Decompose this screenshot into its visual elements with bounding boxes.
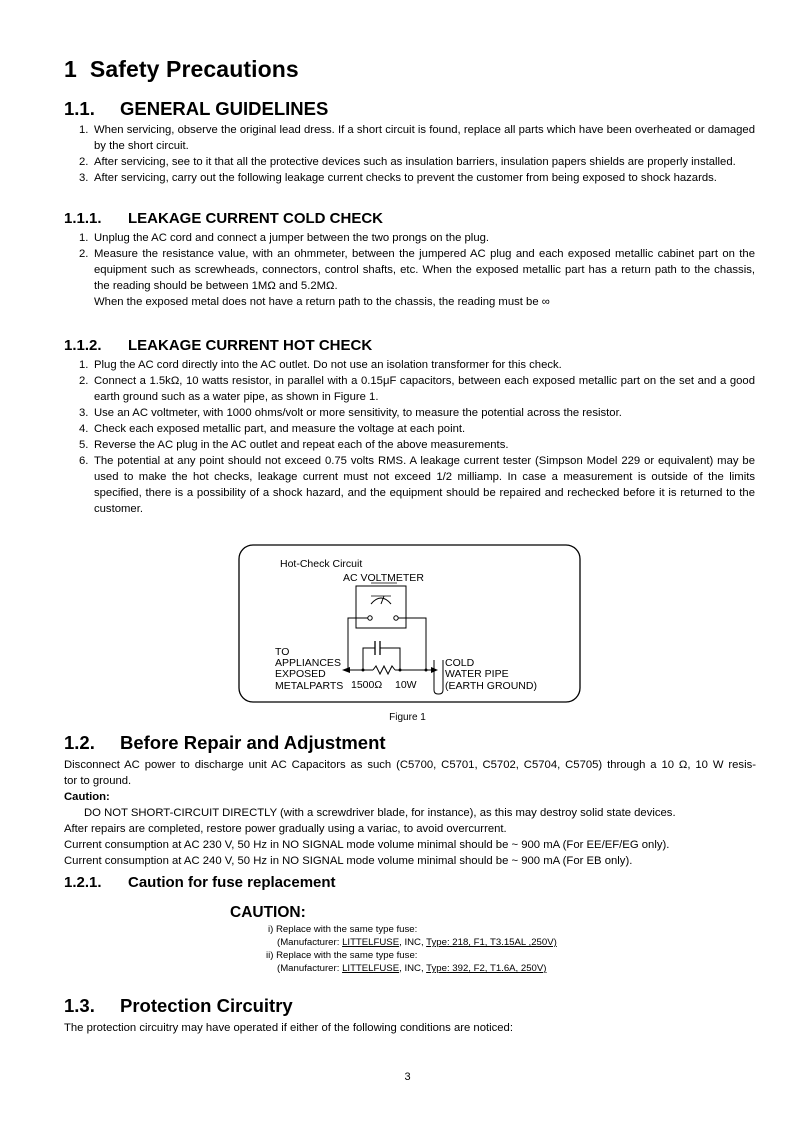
section-fuse-caution-heading: 1.2.1. Caution for fuse replacement xyxy=(64,874,336,891)
section-general-guidelines-heading: 1.1. GENERAL GUIDELINES xyxy=(64,98,329,119)
list-item: 1. When servicing, observe the original lead dress. If a short circuit is found, replace all parts which have been overheated or damaged by the short circuit. xyxy=(79,124,755,152)
right-label-line: COLD xyxy=(445,657,475,669)
list-item: 1. Plug the AC cord directly into the AC outlet. Do not use an isolation transformer for this check. xyxy=(79,359,562,371)
caution-text: DO NOT SHORT-CIRCUIT DIRECTLY (with a screwdriver blade, for instance), as this may destroy solid state devices. xyxy=(84,807,676,819)
resistor-value: 1500Ω xyxy=(351,679,383,691)
paragraph: tor to ground. xyxy=(64,775,132,787)
general-guidelines-list xyxy=(79,122,755,186)
list-item: 2. Measure the resistance value, with an ohmmeter, between the jumpered AC plug and each exposed metallic cabinet part on the equipment such as screwheads, connectors, control shafts, etc. When the exposed metallic part has a return path to the chassis, the reading should be between 1MΩ and 5.2MΩ. xyxy=(79,248,755,292)
section-hot-check-heading: 1.1.2. LEAKAGE CURRENT HOT CHECK xyxy=(64,337,373,354)
hot-check-circuit-diagram xyxy=(238,544,582,704)
left-label-line: APPLIANCES xyxy=(275,657,341,669)
list-item: 5. Reverse the AC plug in the AC outlet and repeat each of the above measurements. xyxy=(79,439,509,451)
title-number: 1 xyxy=(64,56,77,82)
cold-check-list xyxy=(79,230,755,310)
right-label-line: (EARTH GROUND) xyxy=(445,680,537,692)
page-title xyxy=(64,56,299,83)
section-protection-circuitry-heading: 1.3. Protection Circuitry xyxy=(64,995,293,1016)
list-item-continuation: When the exposed metal does not have a return path to the chassis, the reading must be ∞ xyxy=(94,296,550,308)
caution-title: CAUTION: xyxy=(230,904,306,921)
list-item: 6. The potential at any point should not exceed 0.75 volts RMS. A leakage current tester (Simpson Model 229 or equivalent) may be used to make the hot checks, leakage current must not exceed 1/2 milliamp. In case a measurement is outside of the limits specified, there is a possibility of a shock hazard, and the equipment should be repaired and rechecked before it is returned to the customer. xyxy=(79,455,755,515)
list-item: 2. Connect a 1.5kΩ, 10 watts resistor, in parallel with a 0.15μF capacitors, between each exposed metallic part on the set and a good earth ground such as a water pipe, as shown in Figure 1. xyxy=(79,375,755,403)
fuse-spec: (Manufacturer: LITTELFUSE, INC, Type: 218, F1, T3.15AL ,250V) xyxy=(277,937,557,948)
resistor-wattage: 10W xyxy=(395,679,417,691)
voltmeter-label: AC VOLTMETER xyxy=(343,572,424,584)
list-item: 3. Use an AC voltmeter, with 1000 ohms/volt or more sensitivity, to measure the potential across the resistor. xyxy=(79,407,622,419)
list-item: 2. After servicing, see to it that all the protective devices such as insulation barriers, insulation papers shields are properly installed. xyxy=(79,156,736,168)
title-text: Safety Precautions xyxy=(89,56,299,82)
section-cold-check-heading: 1.1.1. LEAKAGE CURRENT COLD CHECK xyxy=(64,210,383,227)
paragraph: Current consumption at AC 240 V, 50 Hz in NO SIGNAL mode volume minimal should be ~ 900 mA (For EB only). xyxy=(64,855,633,867)
list-item: 1. Unplug the AC cord and connect a jumper between the two prongs on the plug. xyxy=(79,232,490,244)
right-label-line: WATER PIPE xyxy=(445,668,509,680)
figure-title: Hot-Check Circuit xyxy=(280,558,363,570)
paragraph: After repairs are completed, restore power gradually using a variac, to avoid overcurrent. xyxy=(64,823,507,835)
list-item: 4. Check each exposed metallic part, and measure the voltage at each point. xyxy=(79,423,466,435)
paragraph: Current consumption at AC 230 V, 50 Hz in NO SIGNAL mode volume minimal should be ~ 900 mA (For EE/EF/EG only). xyxy=(64,839,670,851)
page-number: 3 xyxy=(404,1071,411,1083)
protection-circuitry-body: The protection circuitry may have operated if either of the following conditions are noticed: xyxy=(64,1022,513,1034)
paragraph: Disconnect AC power to discharge unit AC Capacitors as such (C5700, C5701, C5702, C5704, C5705) through a 10 Ω, 10 W resis- xyxy=(64,759,756,771)
resistor-icon xyxy=(373,666,395,674)
fuse-caution-box xyxy=(230,904,557,975)
section-before-repair-heading: 1.2. Before Repair and Adjustment xyxy=(64,732,386,753)
water-pipe-icon xyxy=(434,660,443,694)
caution-label: Caution: xyxy=(64,791,110,803)
left-label-line: TO xyxy=(275,646,290,658)
before-repair-body xyxy=(64,757,756,869)
voltmeter-icon xyxy=(356,586,406,628)
list-item: 3. After servicing, carry out the following leakage current checks to prevent the customer from being exposed to shock hazards. xyxy=(79,172,717,184)
fuse-instruction: i) Replace with the same type fuse: xyxy=(268,924,418,935)
figure-caption: Figure 1 xyxy=(389,712,426,723)
left-label-line: EXPOSED xyxy=(275,668,326,680)
hot-check-list xyxy=(79,357,755,517)
fuse-spec: (Manufacturer: LITTELFUSE, INC, Type: 392, F2, T1.6A, 250V) xyxy=(277,963,547,974)
fuse-instruction: ii) Replace with the same type fuse: xyxy=(266,950,418,961)
left-label-line: METALPARTS xyxy=(275,680,344,692)
